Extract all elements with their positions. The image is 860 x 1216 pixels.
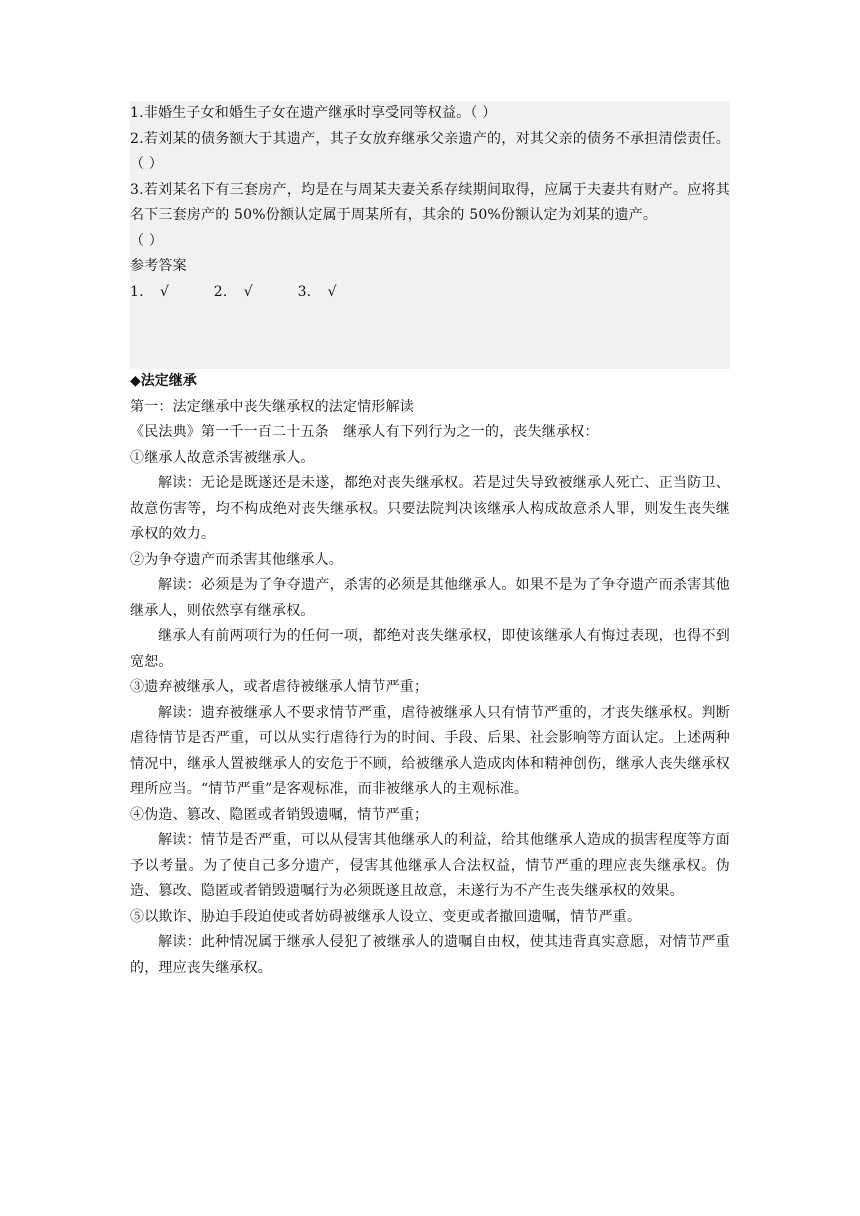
- question-1: 1.非婚生子女和婚生子女在遗产继承时享受同等权益。（ ）: [130, 105, 497, 121]
- question-3: 3.若刘某名下有三套房产，均是在与周某夫妻关系存续期间取得，应属于夫妻共有财产。应将其名下三套房产的 50%份额认定属于周某所有，其余的 50%份额认定为刘某的遗产。: [130, 181, 730, 223]
- document-page: [130, 101, 730, 981]
- answer-row: [130, 280, 730, 306]
- item-5-note: 解读：此种情况属于继承人侵犯了被继承人的遗嘱自由权，使其违背真实意愿，对情节严重的，理应丧失继承权。: [130, 934, 730, 976]
- question-2: 2.若刘某的债务额大于其遗产，其子女放弃继承父亲遗产的，对其父亲的债务不承担清偿责任。（ ）: [130, 130, 730, 172]
- item-1-note: 解读：无论是既遂还是未遂，都绝对丧失继承权。若是过失导致被继承人死亡、正当防卫、故意伤害等，均不构成绝对丧失继承权。只要法院判决该继承人构成故意杀人罪，则发生丧失继承权的效力。: [130, 475, 730, 542]
- article-text: 《民法典》第一千一百二十五条 继承人有下列行为之一的，丧失继承权：: [130, 424, 599, 440]
- answer-1: 1. √: [130, 283, 170, 300]
- item-5: ⑤以欺诈、胁迫手段迫使或者妨碍被继承人设立、变更或者撤回遗嘱，情节严重。: [130, 908, 642, 925]
- item-3-note: 解读：遗弃被继承人不要求情节严重，虐待被继承人只有情节严重的，才丧失继承权。判断虐待情节是否严重，可以从实行虐待行为的时间、手段、后果、社会影响等方面认定。上述两种情况中，继承人置被继承人的安危于不顾，给被继承人造成肉体和精神创伤，继承人丧失继承权理所应当。“情节严重”是客观标准，而非被继承人的主观标准。: [130, 704, 730, 797]
- item-2-note: 解读：必须是为了争夺遗产，杀害的必须是其他继承人。如果不是为了争夺遗产而杀害其他继承人，则依然享有继承权。: [130, 577, 730, 619]
- item-1: ①继承人故意杀害被继承人。: [130, 449, 315, 466]
- subheading: 第一：法定继承中丧失继承权的法定情形解读: [130, 398, 414, 415]
- exercise-box: [130, 101, 730, 369]
- item-2-note-2: 继承人有前两项行为的任何一项，都绝对丧失继承权，即使该继承人有悔过表现，也得不到宽恕。: [130, 628, 730, 670]
- answer-2: 2. √: [213, 283, 253, 300]
- item-2: ②为争夺遗产而杀害其他继承人。: [130, 551, 343, 568]
- answer-3: 3. √: [297, 283, 337, 300]
- answer-title: 参考答案: [130, 258, 187, 274]
- item-3: ③遗弃被继承人，或者虐待被继承人情节严重；: [130, 679, 429, 695]
- item-4: ④伪造、篡改、隐匿或者销毁遗嘱，情节严重；: [130, 806, 429, 823]
- section-heading: ◆法定继承: [130, 373, 197, 389]
- item-4-note: 解读：情节是否严重，可以从侵害其他继承人的利益，给其他继承人造成的损害程度等方面予以考量。为了使自己多分遗产，侵害其他继承人合法权益，情节严重的理应丧失继承权。伪造、篡改、隐匿或者销毁遗嘱行为必须既遂且故意，未遂行为不产生丧失继承权的效果。: [130, 832, 730, 899]
- question-3-blank: （ ）: [130, 232, 164, 249]
